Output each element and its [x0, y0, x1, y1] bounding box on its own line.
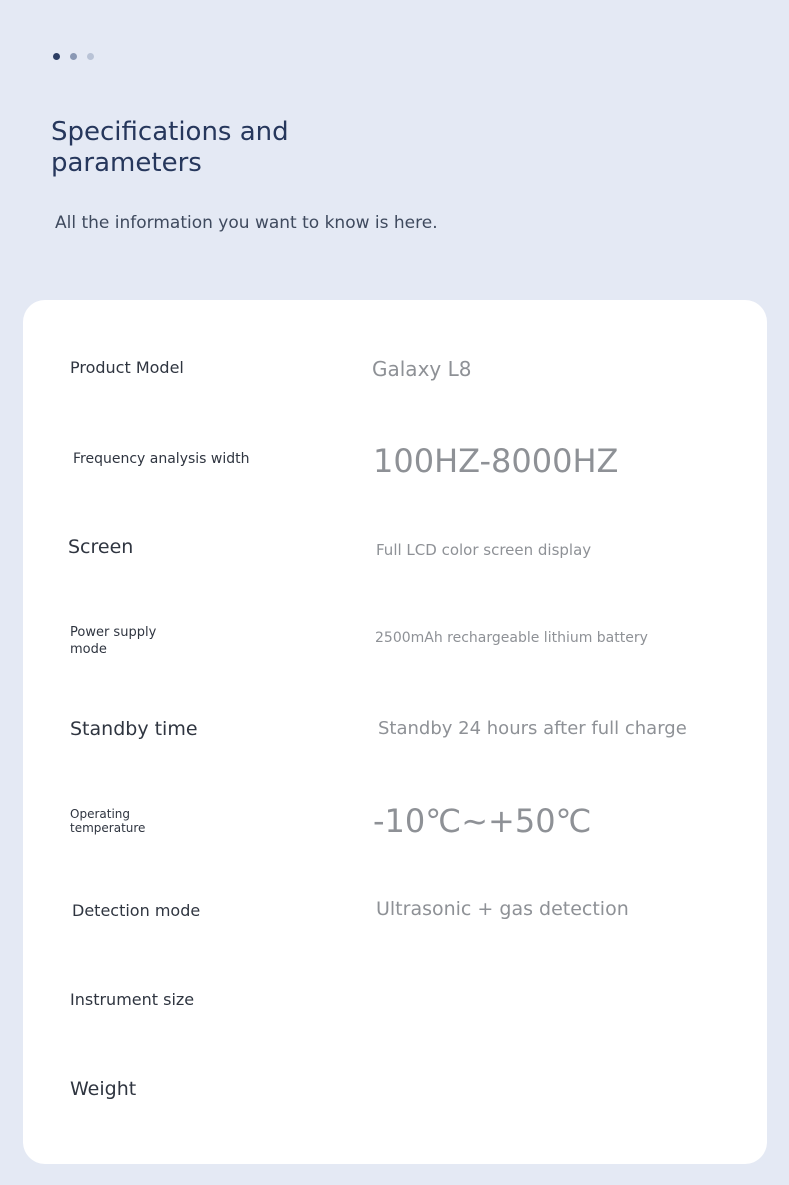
spec-row-product-model: [23, 324, 767, 414]
spec-label: [70, 624, 156, 658]
spec-label: Detection mode: [72, 901, 201, 920]
spec-row-screen: [23, 504, 767, 594]
page-dot[interactable]: [70, 53, 77, 60]
specs-card: [23, 300, 767, 1164]
spec-label-line-2: temperature: [70, 821, 146, 835]
spec-row-power-supply: [23, 594, 767, 684]
page-dot[interactable]: [87, 53, 94, 60]
spec-value: Standby 24 hours after full charge: [378, 718, 687, 739]
spec-value: Full LCD color screen display: [376, 541, 592, 559]
page-title-line-1: Specifications and: [51, 117, 289, 147]
page-title: [51, 117, 371, 179]
spec-label-line-2: mode: [70, 642, 107, 657]
page-title-line-2: parameters: [51, 148, 202, 178]
spec-value: Ultrasonic + gas detection: [376, 898, 629, 920]
spec-label: Frequency analysis width: [73, 451, 250, 467]
spec-value: -10℃~+50℃: [373, 802, 592, 840]
spec-value: 2500mAh rechargeable lithium battery: [375, 630, 648, 646]
spec-row-operating-temperature: [23, 774, 767, 864]
spec-label: Instrument size: [70, 990, 195, 1009]
spec-label-line-1: Operating: [70, 807, 130, 821]
spec-label-line-1: Power supply: [70, 625, 157, 640]
spec-row-detection-mode: [23, 864, 767, 954]
spec-value: Galaxy L8: [372, 357, 472, 381]
spec-label: Standby time: [70, 718, 198, 740]
spec-row-instrument-size: [23, 954, 767, 1044]
spec-value: 100HZ-8000HZ: [373, 442, 619, 480]
spec-label: Product Model: [70, 358, 184, 377]
spec-row-standby-time: [23, 684, 767, 774]
page-subtitle: All the information you want to know is here.: [55, 213, 438, 233]
page-dot-active[interactable]: [53, 53, 60, 60]
spec-label: Weight: [70, 1078, 137, 1100]
spec-label: Screen: [68, 536, 134, 558]
spec-label: [70, 807, 145, 835]
spec-row-frequency: [23, 414, 767, 504]
spec-row-weight: [23, 1044, 767, 1134]
